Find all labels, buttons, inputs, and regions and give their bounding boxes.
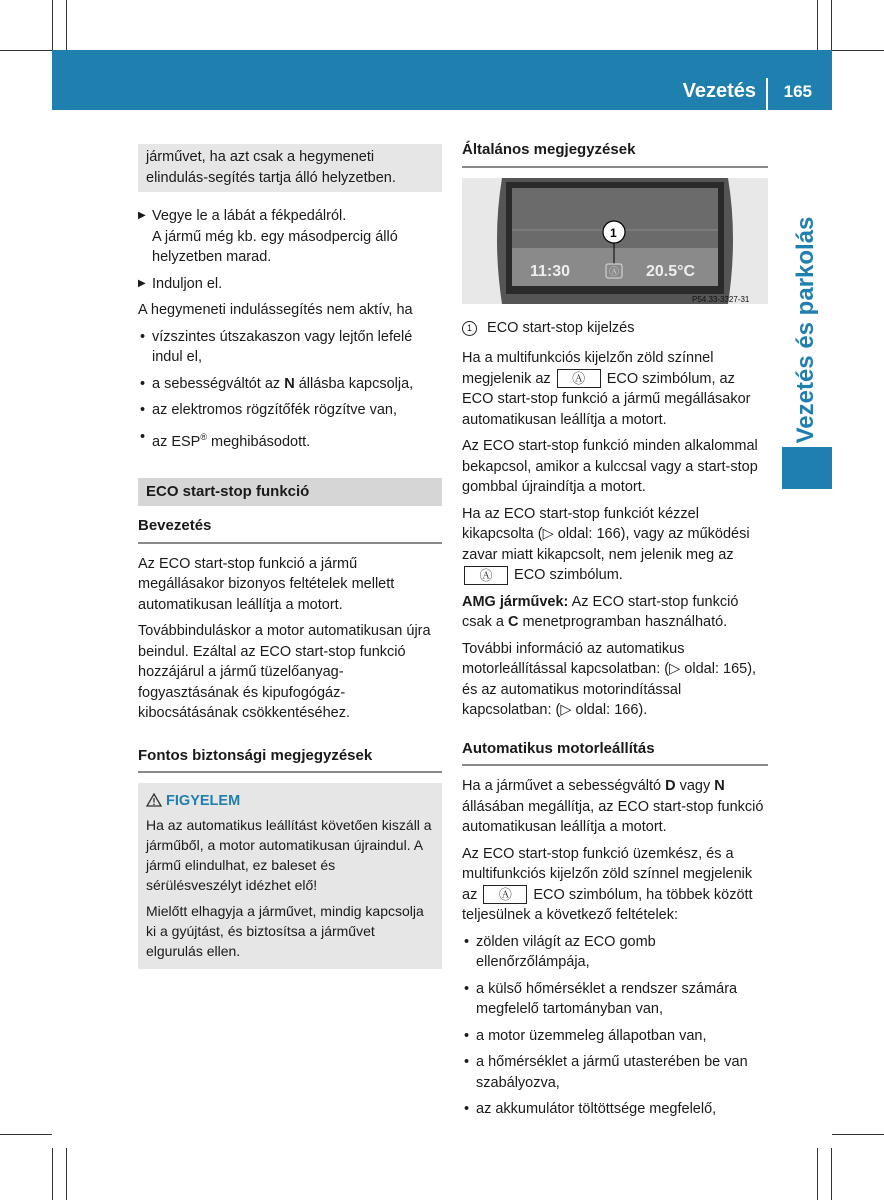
side-tab <box>780 212 832 448</box>
crop-mark <box>831 1148 832 1200</box>
crop-mark <box>0 50 52 51</box>
warning-box <box>138 783 442 969</box>
general-p4: AMG járművek: Az ECO start-stop funkció csak a C menetprogramban használható. <box>462 593 739 630</box>
right-column <box>462 140 768 1126</box>
page-header <box>52 50 832 110</box>
general-title: Általános megjegyzések <box>462 140 768 168</box>
eco-symbol-icon: Ⓐ <box>483 885 527 904</box>
crop-mark <box>817 0 818 50</box>
general-p5: További információ az automatikus motorleállítással kapcsolatban: (▷ oldal: 165), és az automatikus motorindítással kapcsolatban: (▷ oldal: 166). <box>462 640 757 718</box>
crop-mark <box>66 0 67 50</box>
warning-title: FIGYELEM <box>166 793 241 810</box>
auto-title: Automatikus motorleállítás <box>462 739 768 767</box>
crop-mark <box>817 1148 818 1200</box>
warning-icon <box>146 793 162 807</box>
hill-bullet: • az ESP® meghibásodott. <box>138 427 442 452</box>
intro-box <box>138 144 442 192</box>
general-p1: Ha a multifunkciós kijelzőn zöld színnel megjelenik az Ⓐ ECO szimbólum, az ECO start-stop funkció a jármű megállásakor automatikusan leállítja a motort. <box>462 350 751 428</box>
condition-bullet: • a motor üzemmeleg állapotban van, <box>462 1026 768 1047</box>
hill-bullet: • az elektromos rögzítőfék rögzítve van, <box>138 400 442 421</box>
figure-caption: 1 ECO start-stop kijelzés <box>462 318 768 339</box>
figure-time: 11:30 <box>530 262 571 280</box>
side-tab-marker <box>782 447 832 489</box>
intro-text: járművet, ha azt csak a hegymeneti elindulás-segítés tartja álló helyzetben. <box>146 149 396 186</box>
safety-title: Fontos biztonsági megjegyzések <box>138 746 442 774</box>
crop-mark <box>66 1148 67 1200</box>
bevezetes-p2: Továbbinduláskor a motor automatikusan újra beindul. Ezáltal az ECO start-stop funkció hozzájárul a jármű tüzelőanyag-fogyasztásának és kipufogógáz-kibocsátásának csökkentéséhez. <box>138 623 431 722</box>
bevezetes-title: Bevezetés <box>138 516 442 544</box>
warning-p2: Mielőtt elhagyja a járművet, mindig kapcsolja ki a gyújtást, és biztosítsa a járművet elgurulás ellen. <box>146 903 424 960</box>
side-tab-label: Vezetés és parkolás <box>792 216 819 444</box>
step-1-note: A jármű még kb. egy másodpercig álló helyzetben marad. <box>152 228 398 265</box>
crop-mark <box>52 1148 53 1200</box>
eco-symbol-icon: Ⓐ <box>557 369 601 388</box>
bevezetes-p1: Az ECO start-stop funkció a jármű megállásakor bizonyos feltételek mellett automatikusan leállítja a motort. <box>138 555 395 613</box>
eco-symbol-icon: Ⓐ <box>464 566 508 585</box>
condition-bullet: • zölden világít az ECO gomb ellenőrzőlámpája, <box>462 932 768 973</box>
left-column <box>138 144 442 969</box>
crop-mark <box>832 1134 884 1135</box>
warning-header <box>146 791 434 811</box>
svg-text:Ⓐ: Ⓐ <box>609 266 619 278</box>
crop-mark <box>0 1134 52 1135</box>
auto-p1: Ha a járművet a sebességváltó D vagy N állásában megállítja, az ECO start-stop funkció automatikusan leállítja a motort. <box>462 778 764 835</box>
crop-mark <box>832 50 884 51</box>
condition-bullet: • az akkumulátor töltöttsége megfelelő, <box>462 1099 768 1120</box>
figure-temp: 20.5°C <box>646 262 696 280</box>
crop-mark <box>831 0 832 50</box>
hill-intro: A hegymeneti indulássegítés nem aktív, ha <box>138 302 413 318</box>
condition-bullet: • a külső hőmérséklet a rendszer számára megfelelő tartományban van, <box>462 979 768 1020</box>
crop-mark <box>52 0 53 50</box>
callout-marker-icon: 1 <box>462 321 477 336</box>
dashboard-figure <box>462 178 768 304</box>
chapter-title: Vezetés <box>682 80 756 102</box>
auto-p2: Az ECO start-stop funkció üzemkész, és a multifunkciós kijelzőn zöld színnel megjelenik az Ⓐ ECO szimbólum, ha többek között teljesülnek a következő feltételek: <box>462 845 753 923</box>
hill-bullet: • a sebességváltót az N állásba kapcsolja, <box>138 374 442 395</box>
step-1: ▶ Vegye le a lábát a fékpedálról. <box>138 206 442 227</box>
figure-code: P54.33-3327-31 <box>692 294 750 304</box>
step-2: ▶ Induljon el. <box>138 274 442 295</box>
header-divider <box>766 78 768 110</box>
warning-p1: Ha az automatikus leállítást követően kiszáll a járműből, a motor automatikusan újraindul. A jármű elindulhat, ez baleset és sérülésveszélyt idézhet elő! <box>146 817 432 894</box>
general-p2: Az ECO start-stop funkció minden alkalommal bekapcsol, amikor a kulccsal vagy a start-stop gombbal újraindítja a motort. <box>462 438 758 495</box>
section-title: ECO start-stop funkció <box>138 478 442 507</box>
hill-bullet: • vízszintes útszakaszon vagy lejtőn lefelé indul el, <box>138 327 442 368</box>
figure-callout: 1 <box>610 225 617 240</box>
general-p3: Ha az ECO start-stop funkciót kézzel kikapcsolta (▷ oldal: 166), vagy az működési zavar miatt kikapcsolt, nem jelenik meg az Ⓐ ECO szimbólum. <box>462 505 750 583</box>
condition-bullet: • a hőmérséklet a jármű utasterében be van szabályozva, <box>462 1052 768 1093</box>
page-number: 165 <box>783 82 812 101</box>
